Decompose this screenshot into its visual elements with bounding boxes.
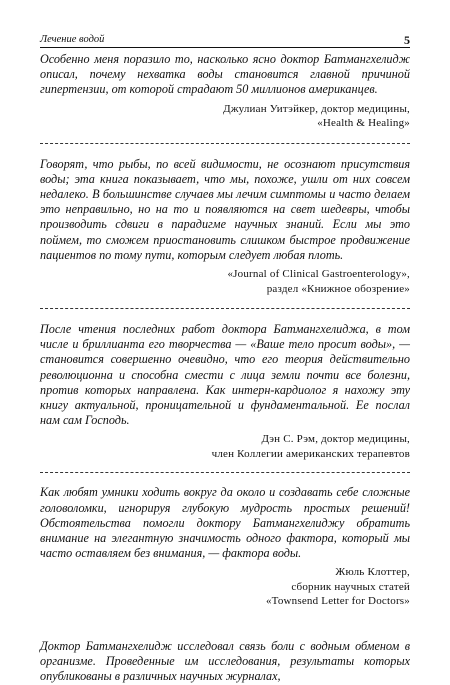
dashed-divider — [40, 143, 410, 144]
quote-text: Говорят, что рыбы, по всей видимости, не осознают присутствия воды; эта книга показывает, что мы, похоже, ушли от них совсем недалеко. В большинстве случаев мы лечим симптомы и часто делаем это неправильно, но на то и появляются на свет шедевры, чтобы производить сдвиги в парадигме научных знаний. Если мы это поймем, то сможем приостановить слишком быстрое продвижение пациентов по тому пути, которым следует любая плоть. — [40, 156, 410, 262]
section-gap — [40, 609, 410, 639]
quote-attribution — [40, 267, 410, 296]
quote-block — [40, 322, 410, 461]
dashed-divider — [40, 308, 410, 309]
attribution-line: «Journal of Clinical Gastroenterology», — [227, 268, 410, 281]
running-header — [40, 30, 410, 48]
quote-block — [40, 52, 410, 131]
quote-attribution — [40, 565, 410, 609]
quote-attribution — [40, 102, 410, 131]
dashed-divider — [40, 472, 410, 473]
attribution-line: Дэн С. Рэм, доктор медицины, — [261, 433, 410, 446]
quote-text: Особенно меня поразило то, насколько ясно доктор Батмангхелидж описал, почему нехватка воды становится главной причиной гипертензии, от которой страдают 50 миллионов американцев. — [40, 52, 410, 97]
page-number: 5 — [404, 33, 410, 47]
attribution-line: раздел «Книжное обозрение» — [266, 282, 410, 295]
attribution-line: член Коллегии американских терапевтов — [211, 447, 410, 460]
attribution-line: Жюль Клоттер, — [335, 566, 410, 579]
quote-text: После чтения последних работ доктора Батмангхелиджа, в том числе и бриллианта его творчества — «Ваше тело просит воды», — становится совершенно очевидно, что его теория действительно революционна и способна смести с лица земли почти все болезни, против которых направлена. Как интерн-кардиолог я нахожу эту книгу актуальной, проницательной и фундаментальной. Ее послал нам сам Господь. — [40, 322, 410, 428]
attribution-line: «Health & Healing» — [317, 117, 410, 130]
quote-text: Как любят умники ходить вокруг да около и создавать себе сложные головоломки, игнорируя глубокую мудрость простых решений! Обстоятельства помогли доктору Батмангхелиджу обратить внимание на элегантную значимость одного фактора, который мы часто оставляем без внимания, — фактора воды. — [40, 485, 410, 561]
attribution-line: Джулиан Уитэйкер, доктор медицины, — [223, 102, 410, 115]
page-content — [40, 52, 410, 685]
quote-attribution — [40, 432, 410, 461]
quote-block — [40, 485, 410, 609]
running-title: Лечение водой — [40, 34, 105, 45]
quote-block — [40, 639, 410, 685]
quote-block — [40, 157, 410, 296]
attribution-line: сборник научных статей — [291, 580, 410, 593]
quote-text: Доктор Батмангхелидж исследовал связь боли с водным обменом в организме. Проведенные им исследования, результаты которых опубликованы в различных научных журналах, — [40, 638, 410, 684]
attribution-line: «Townsend Letter for Doctors» — [265, 595, 410, 608]
